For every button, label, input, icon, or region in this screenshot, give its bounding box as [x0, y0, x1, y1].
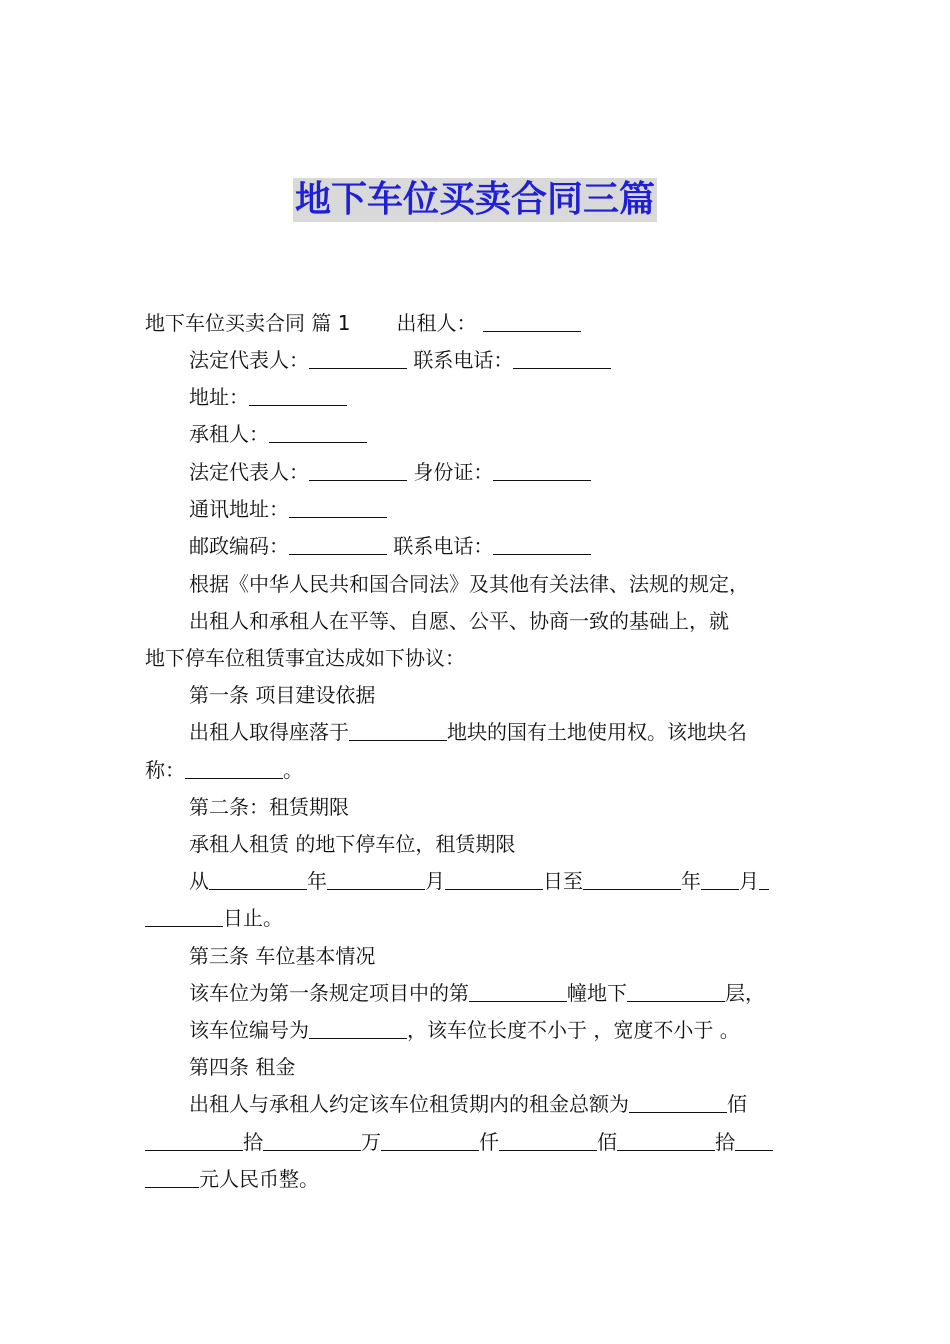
- line-5: [189, 458, 591, 486]
- building-number-blank: [469, 979, 567, 1002]
- line-4: [189, 420, 367, 448]
- line-10: 地下停车位租赁事宜达成如下协议：: [145, 646, 465, 670]
- line-2: [189, 346, 611, 374]
- lessee-blank: [269, 420, 367, 443]
- postcode-blank: [289, 532, 387, 555]
- end-month-blank: [701, 867, 739, 890]
- document-title: 地下车位买卖合同三篇: [294, 179, 655, 220]
- start-month-blank: [327, 867, 425, 890]
- line-22: 出租人与承租人约定该车位租赁期内的租金总额为 佰: [189, 1092, 747, 1116]
- line-13: 称： 。: [145, 758, 303, 782]
- lessee-phone-label: 联系电话：: [393, 534, 494, 558]
- line-8: 根据《中华人民共和国合同法》及其他有关法律、法规的规定，: [189, 572, 749, 596]
- id-card-blank: [493, 458, 591, 481]
- rent-blank-5: [617, 1128, 715, 1151]
- line-20: 该车位编号为 ，该车位长度不小于 ，宽度不小于 。: [189, 1018, 740, 1042]
- legal-rep-label: 法定代表人：: [189, 348, 309, 372]
- line-1: [145, 309, 581, 337]
- lessor-label: 出租人：: [396, 311, 477, 335]
- article-3-heading: 第三条 车位基本情况: [189, 944, 376, 968]
- end-day-blank-start: [759, 867, 769, 890]
- postcode-label: 邮政编码：: [189, 534, 289, 558]
- line-24: 元人民币整。: [145, 1165, 319, 1193]
- article-4-heading: 第四条 租金: [189, 1055, 296, 1079]
- lessor-blank: [483, 309, 581, 332]
- address-label: 地址：: [189, 385, 249, 409]
- legal-rep-blank: [309, 346, 407, 369]
- address-blank: [249, 383, 347, 406]
- mail-address-label: 通讯地址：: [189, 497, 289, 521]
- land-location-blank: [349, 718, 447, 741]
- line-9: 出租人和承租人在平等、自愿、公平、协商一致的基础上，就: [189, 609, 729, 633]
- line-16: 从 年 月 日至 年 月: [189, 867, 769, 895]
- end-year-blank: [583, 867, 681, 890]
- line-7: [189, 532, 591, 560]
- end-day-blank: [145, 904, 223, 927]
- line-19: 该车位为第一条规定项目中的第 幢地下 层，: [189, 981, 765, 1005]
- line-6: [189, 495, 387, 523]
- rent-blank-6-end: [145, 1165, 199, 1188]
- rent-blank-1: [145, 1128, 243, 1151]
- rent-blank-4: [499, 1128, 597, 1151]
- line-3: [189, 383, 347, 411]
- line-12: 出租人取得座落于 地块的国有土地使用权。该地块名: [189, 720, 747, 744]
- document-title-wrap: [0, 178, 950, 228]
- land-name-blank: [185, 756, 283, 779]
- lessee-phone-blank: [493, 532, 591, 555]
- article-2-heading: 第二条：租赁期限: [189, 795, 349, 819]
- article-1-heading: 第一条 项目建设依据: [189, 683, 376, 707]
- line-23: 拾 万 仟 佰 拾: [145, 1128, 773, 1156]
- lessee-label: 承租人：: [189, 422, 269, 446]
- rent-blank-3: [381, 1128, 479, 1151]
- line-15: 承租人租赁 的地下停车位，租赁期限: [189, 832, 516, 856]
- rent-thousand-blank: [629, 1090, 727, 1113]
- lessee-legal-rep-blank: [309, 458, 407, 481]
- phone-blank: [513, 346, 611, 369]
- start-year-blank: [209, 867, 307, 890]
- line-17: 日止。: [145, 904, 283, 932]
- start-day-blank: [445, 867, 543, 890]
- floor-number-blank: [627, 979, 725, 1002]
- lessee-legal-rep-label: 法定代表人：: [189, 460, 309, 484]
- space-number-blank: [309, 1016, 407, 1039]
- contract-heading: 地下车位买卖合同 篇 1: [145, 311, 351, 335]
- rent-blank-2: [263, 1128, 361, 1151]
- phone-label: 联系电话：: [413, 348, 514, 372]
- id-card-label: 身份证：: [413, 460, 494, 484]
- rent-blank-6: [735, 1128, 773, 1151]
- mail-address-blank: [289, 495, 387, 518]
